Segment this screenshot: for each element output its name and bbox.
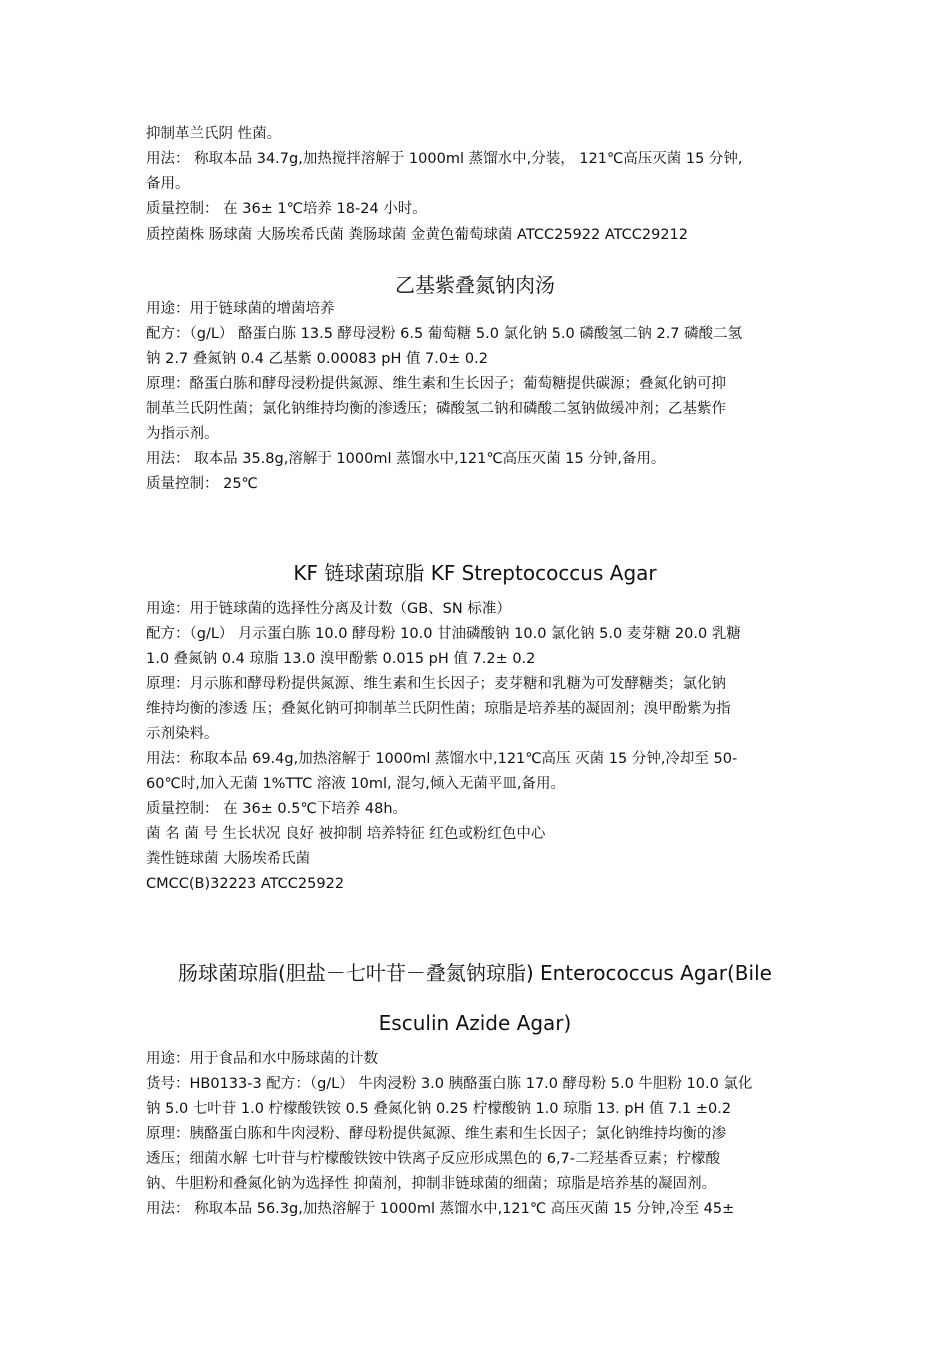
text-line: 钠 5.0 七叶苷 1.0 柠檬酸铁铵 0.5 叠氮化钠 0.25 柠檬酸钠 1.0 琼脂 13. pH 值 7.1 ±0.2 [146, 1101, 732, 1117]
text-line: 货号：HB0133-3 配方：（g/L） 牛肉浸粉 3.0 胰酪蛋白胨 17.0 酵母粉 5.0 牛胆粉 10.0 氯化 [146, 1076, 753, 1092]
text-line: 用法：称取本品 69.4g,加热溶解于 1000ml 蒸馏水中,121℃高压 灭菌 15 分钟,冷却至 50- [146, 751, 738, 767]
text-line: 原理：酪蛋白胨和酵母浸粉提供氮源、维生素和生长因子；葡萄糖提供碳源；叠氮化钠可抑 [146, 376, 726, 392]
text-line: 原理：月示胨和酵母粉提供氮源、维生素和生长因子；麦芽糖和乳糖为可发酵糖类；氯化钠 [146, 676, 726, 692]
section-heading: 肠球菌琼脂(胆盐－七叶苷－叠氮钠琼脂) Enterococcus Agar(Bile [178, 961, 772, 985]
text-line: 菌 名 菌 号 生长状况 良好 被抑制 培养特征 红色或粉红色中心 [146, 826, 546, 842]
text-line: 60℃时,加入无菌 1%TTC 溶液 10ml, 混匀,倾入无菌平皿,备用。 [146, 776, 565, 792]
text-line: 原理：胰酪蛋白胨和牛肉浸粉、酵母粉提供氮源、维生素和生长因子；氯化钠维持均衡的渗 [146, 1126, 726, 1142]
text-line: 用法： 称取本品 34.7g,加热搅拌溶解于 1000ml 蒸馏水中,分装， 121℃高压灭菌 15 分钟, [146, 151, 743, 167]
text-line: 用法： 称取本品 56.3g,加热溶解于 1000ml 蒸馏水中,121℃ 高压灭菌 15 分钟,冷至 45± [146, 1201, 735, 1217]
text-line: 透压；细菌水解 七叶苷与柠檬酸铁铵中铁离子反应形成黑色的 6,7-二羟基香豆素；柠檬酸 [146, 1151, 721, 1167]
section-heading-continued: Esculin Azide Agar) [378, 1011, 572, 1035]
text-line: 质量控制： 25℃ [146, 476, 258, 492]
text-line: CMCC(B)32223 ATCC25922 [146, 876, 345, 892]
section-heading: 乙基紫叠氮钠肉汤 [395, 273, 555, 297]
text-line: 抑制革兰氏阴 性菌。 [146, 126, 282, 142]
text-line: 配方：（g/L） 月示蛋白胨 10.0 酵母粉 10.0 甘油磷酸钠 10.0 氯化钠 5.0 麦芽糖 20.0 乳糖 [146, 626, 741, 642]
text-line: 用途：用于食品和水中肠球菌的计数 [146, 1051, 378, 1067]
text-line: 粪性链球菌 大肠埃希氏菌 [146, 851, 311, 867]
text-line: 用法： 取本品 35.8g,溶解于 1000ml 蒸馏水中,121℃高压灭菌 15 分钟,备用。 [146, 451, 666, 467]
text-line: 用途：用于链球菌的增菌培养 [146, 301, 335, 317]
text-line: 配方：（g/L） 酪蛋白胨 13.5 酵母浸粉 6.5 葡萄糖 5.0 氯化钠 5.0 磷酸氢二钠 2.7 磷酸二氢 [146, 326, 743, 342]
text-line: 示剂染料。 [146, 726, 219, 742]
text-line: 钠、牛胆粉和叠氮化钠为选择性 抑菌剂，抑制非链球菌的细菌；琼脂是培养基的凝固剂。 [146, 1176, 717, 1192]
text-line: 制革兰氏阴性菌；氯化钠维持均衡的渗透压；磷酸氢二钠和磷酸二氢钠做缓冲剂；乙基紫作 [146, 401, 726, 417]
text-line: 钠 2.7 叠氮钠 0.4 乙基紫 0.00083 pH 值 7.0± 0.2 [146, 351, 488, 367]
text-line: 1.0 叠氮钠 0.4 琼脂 13.0 溴甲酚紫 0.015 pH 值 7.2± 0.2 [146, 651, 536, 667]
text-line: 维持均衡的渗透 压；叠氮化钠可抑制革兰氏阴性菌；琼脂是培养基的凝固剂；溴甲酚紫为指 [146, 701, 731, 717]
text-line: 备用。 [146, 176, 190, 192]
text-line: 质控菌株 肠球菌 大肠埃希氏菌 粪肠球菌 金黄色葡萄球菌 ATCC25922 ATCC29212 [146, 227, 689, 243]
text-line: 用途：用于链球菌的选择性分离及计数（GB、SN 标准） [146, 601, 511, 617]
text-line: 为指示剂。 [146, 426, 219, 442]
text-line: 质量控制： 在 36± 1℃培养 18-24 小时。 [146, 201, 427, 217]
section-heading: KF 链球菌琼脂 KF Streptococcus Agar [293, 561, 657, 585]
text-line: 质量控制： 在 36± 0.5℃下培养 48h。 [146, 801, 408, 817]
